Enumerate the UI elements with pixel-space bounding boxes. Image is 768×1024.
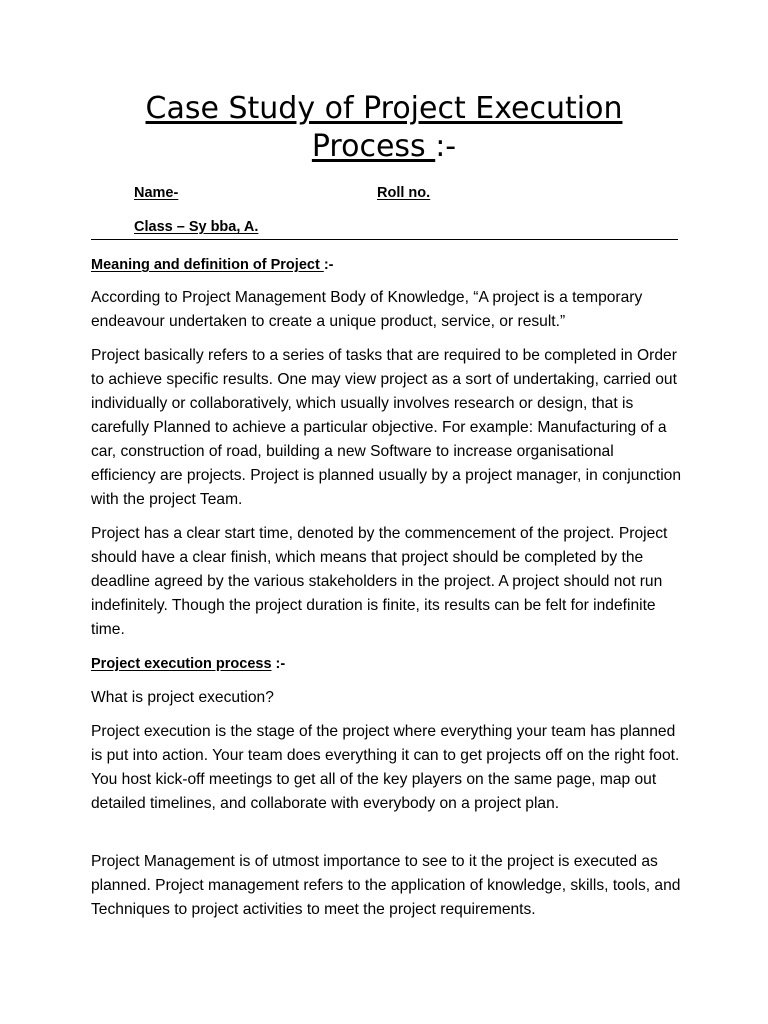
question-line: What is project execution? — [91, 689, 274, 706]
section-heading-meaning-suffix: :- — [323, 257, 334, 273]
paragraph-project-basics: Project basically refers to a series of tasks that are required to be completed in Order to achieve specific results. One may view project as a sort of undertaking, carried out individually or collaboratively, which usually involves research or design, that is carefully Planned to achieve a particular objective. For example: Manufacturing of a car, construction of road, building a new Software to increase organisational efficiency are projects. Project is planned usually by a project manager, in conjunction with the project Team. — [91, 347, 682, 508]
paragraph-execution-stage: Project execution is the stage of the project where everything your team has planned is put into action. Your team does everything it can to get projects off on the right foot. You host kick-off meetings to get all of the key players on the same page, map out detailed timelines, and collaborate with everybody on a project plan. — [91, 723, 680, 812]
section-heading-meaning — [91, 255, 333, 275]
section-heading-execution-text: Project execution process — [91, 656, 272, 672]
section-heading-execution-suffix: :- — [271, 656, 286, 672]
title-line-2: Process — [311, 129, 436, 164]
document-title — [60, 90, 708, 166]
paragraph-project-timeline: Project has a clear start time, denoted by the commencement of the project. Project should have a clear finish, which means that project should be completed by the deadline agreed by the various stakeholders in the project. A project should not run indefinitely. Though the project duration is finite, its results can be felt for indefinite time. — [91, 525, 668, 638]
section-heading-meaning-text: Meaning and definition of Project — [91, 257, 324, 273]
header-divider — [91, 239, 678, 240]
paragraph-definition: According to Project Management Body of Knowledge, “A project is a temporary endeavour undertaken to create a unique product, service, or result.” — [91, 289, 643, 330]
roll-number-label: Roll no. — [377, 185, 431, 201]
title-line-1: Case Study of Project Execution — [145, 91, 623, 126]
section-heading-execution — [91, 654, 285, 674]
class-label: Class – Sy bba, A. — [134, 219, 259, 235]
name-label: Name- — [134, 185, 179, 201]
title-suffix: :- — [435, 129, 457, 164]
paragraph-project-management: Project Management is of utmost importance to see to it the project is executed as planned. Project management refers to the application of knowledge, skills, tools, and Techniques to project activities to meet the project requirements. — [91, 853, 681, 918]
